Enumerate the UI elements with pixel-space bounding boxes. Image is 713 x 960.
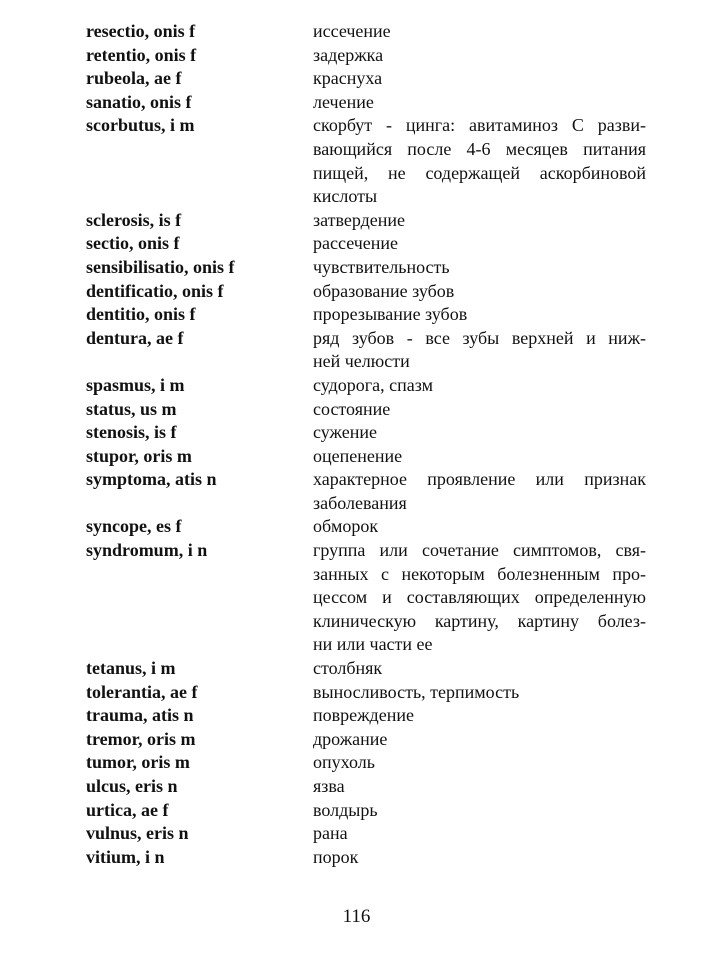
glossary-entry	[86, 539, 646, 657]
definition-line: кислоты	[313, 186, 378, 207]
entry-definition	[313, 846, 646, 870]
entry-definition	[313, 44, 646, 68]
definition-line: ни или части ее	[313, 634, 433, 655]
entry-definition	[313, 20, 646, 44]
definition-line: образование зубов	[313, 280, 455, 301]
definition-line: прорезывание зубов	[313, 304, 468, 325]
glossary-entry	[86, 681, 646, 705]
entry-definition	[313, 421, 646, 445]
definition-line: состояние	[313, 398, 391, 419]
entry-definition	[313, 681, 646, 705]
entry-term: rubeola, ae f	[86, 68, 182, 89]
entry-definition	[313, 751, 646, 775]
entry-term: sectio, onis f	[86, 233, 180, 254]
definition-line: дрожание	[313, 728, 388, 749]
entry-definition	[313, 280, 646, 304]
entry-definition	[313, 799, 646, 823]
definition-line: пищей, не содержащей аскорбиновой	[313, 162, 646, 183]
glossary-entry	[86, 398, 646, 422]
entry-definition	[313, 822, 646, 846]
definition-line: опухоль	[313, 752, 375, 773]
entry-term: spasmus, i m	[86, 374, 185, 395]
entry-term: resectio, onis f	[86, 21, 196, 41]
entry-term: dentura, ae f	[86, 327, 184, 348]
entry-term: tetanus, i m	[86, 658, 176, 679]
entry-definition	[313, 327, 646, 374]
glossary-entry	[86, 775, 646, 799]
glossary-entry	[86, 799, 646, 823]
entry-definition	[313, 398, 646, 422]
definition-line: обморок	[313, 516, 379, 537]
entry-term: ulcus, eris n	[86, 776, 178, 796]
entry-term: tumor, oris m	[86, 752, 190, 773]
definition-line: волдырь	[313, 799, 378, 820]
glossary-list	[86, 20, 646, 869]
glossary-entry	[86, 445, 646, 469]
definition-line: затвердение	[313, 209, 406, 230]
entry-term: sensibilisatio, onis f	[86, 256, 235, 277]
entry-term: retentio, onis f	[86, 44, 197, 65]
glossary-entry	[86, 256, 646, 280]
definition-line: рана	[313, 823, 348, 844]
definition-line: группа или сочетание симптомов, свя-	[313, 540, 646, 561]
glossary-entry	[86, 515, 646, 539]
entry-term: stenosis, is f	[86, 422, 177, 443]
entry-definition	[313, 468, 646, 515]
glossary-entry	[86, 846, 646, 870]
entry-definition	[313, 728, 646, 752]
entry-definition	[313, 374, 646, 398]
glossary-entry	[86, 657, 646, 681]
glossary-entry	[86, 751, 646, 775]
glossary-entry	[86, 91, 646, 115]
glossary-entry	[86, 822, 646, 846]
entry-term: syncope, es f	[86, 516, 182, 537]
glossary-entry	[86, 44, 646, 68]
definition-line: рассечение	[313, 233, 399, 254]
glossary-entry	[86, 209, 646, 233]
glossary-entry	[86, 114, 646, 208]
entry-term: tremor, oris m	[86, 728, 196, 749]
entry-definition	[313, 445, 646, 469]
entry-term: scorbutus, i m	[86, 115, 195, 136]
definition-line: столбняк	[313, 658, 383, 679]
entry-term: vulnus, eris n	[86, 823, 189, 844]
entry-definition	[313, 209, 646, 233]
entry-term: tolerantia, ae f	[86, 681, 198, 702]
glossary-entry	[86, 303, 646, 327]
entry-term: trauma, atis n	[86, 705, 194, 726]
entry-definition	[313, 67, 646, 91]
definition-line: ней челюсти	[313, 351, 410, 372]
entry-term: sanatio, onis f	[86, 91, 192, 112]
entry-term: dentificatio, onis f	[86, 280, 224, 301]
entry-definition	[313, 775, 646, 799]
definition-line: заболевания	[313, 492, 407, 513]
definition-line: задержка	[313, 44, 384, 65]
entry-definition	[313, 232, 646, 256]
entry-definition	[313, 515, 646, 539]
entry-term: syndromum, i n	[86, 540, 208, 561]
glossary-entry	[86, 232, 646, 256]
page-number: 116	[342, 906, 371, 927]
glossary-entry	[86, 327, 646, 374]
entry-definition	[313, 256, 646, 280]
glossary-entry	[86, 280, 646, 304]
entry-definition	[313, 114, 646, 208]
definition-line: вающийся после 4-6 месяцев питания	[313, 138, 646, 159]
glossary-entry	[86, 421, 646, 445]
definition-line: повреждение	[313, 705, 414, 726]
entry-definition	[313, 91, 646, 115]
entry-term: symptoma, atis n	[86, 469, 217, 490]
definition-line: выносливость, терпимость	[313, 681, 520, 702]
entry-definition	[313, 704, 646, 728]
glossary-entry	[86, 20, 646, 44]
entry-term: sclerosis, is f	[86, 209, 182, 230]
glossary-entry	[86, 468, 646, 515]
glossary-entry	[86, 704, 646, 728]
definition-line: порок	[313, 846, 359, 867]
entry-term: dentitio, onis f	[86, 304, 196, 325]
definition-line: занных с некоторым болезненным про-	[313, 563, 646, 584]
definition-line: сужение	[313, 422, 377, 443]
definition-line: клиническую картину, картину болез-	[313, 610, 646, 631]
glossary-entry	[86, 67, 646, 91]
entry-term: urtica, ae f	[86, 799, 169, 820]
definition-line: ряд зубов - все зубы верхней и ниж-	[313, 327, 646, 348]
entry-definition	[313, 657, 646, 681]
definition-line: судорога, спазм	[313, 374, 434, 395]
definition-line: оцепенение	[313, 445, 403, 466]
entry-definition	[313, 303, 646, 327]
definition-line: язва	[313, 776, 345, 796]
glossary-entry	[86, 374, 646, 398]
definition-line: чувствительность	[313, 256, 450, 277]
entry-term: vitium, i n	[86, 846, 165, 867]
entry-definition	[313, 539, 646, 657]
definition-line: цессом и составляющих определенную	[313, 587, 646, 608]
glossary-entry	[86, 728, 646, 752]
definition-line: скорбут - цинга: авитаминоз С разви-	[313, 115, 646, 136]
entry-term: status, us m	[86, 398, 177, 419]
definition-line: краснуха	[313, 68, 383, 89]
definition-line: характерное проявление или признак	[313, 469, 646, 490]
definition-line: иссечение	[313, 21, 391, 41]
entry-term: stupor, oris m	[86, 445, 192, 466]
definition-line: лечение	[313, 91, 374, 112]
